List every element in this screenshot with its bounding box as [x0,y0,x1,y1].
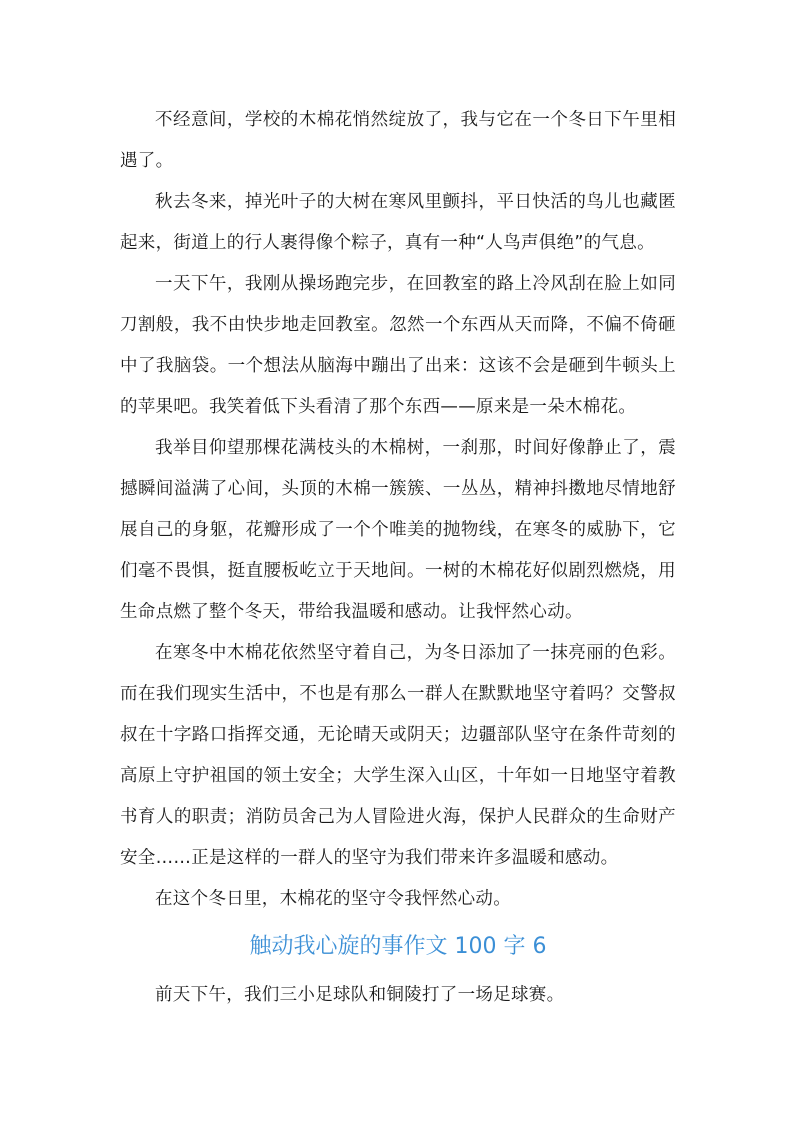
paragraph: 一天下午，我刚从操场跑完步，在回教室的路上冷风刮在脸上如同刀割般，我不由快步地走回教室。忽然一个东西从天而降，不偏不倚砸中了我脑袋。一个想法从脑海中蹦出了出来：这该不会是砸到牛顿头上的苹果吧。我笑着低下头看清了那个东西——原来是一朵木棉花。 [120,274,676,417]
document-page [120,100,676,1016]
paragraph: 不经意间，学校的木棉花悄然绽放了，我与它在一个冬日下午里相遇了。 [120,110,676,171]
paragraph: 前天下午，我们三小足球队和铜陵打了一场足球赛。 [155,985,565,1005]
paragraph: 在这个冬日里，木棉花的坚守令我怦然心动。 [155,889,511,909]
paragraph: 我举目仰望那棵花满枝头的木棉树，一刹那，时间好像静止了，震撼瞬间溢满了心间，头顶的木棉一簇簇、一丛丛，精神抖擞地尽情地舒展自己的身躯，花瓣形成了一个个唯美的抛物线，在寒冬的威胁下，它们毫不畏惧，挺直腰板屹立于天地间。一树的木棉花好似剧烈燃烧，用生命点燃了整个冬天，带给我温暖和感动。让我怦然心动。 [120,438,676,622]
paragraph: 在寒冬中木棉花依然坚守着自己，为冬日添加了一抹亮丽的色彩。而在我们现实生活中，不也是有那么一群人在默默地坚守着吗？交警叔叔在十字路口指挥交通，无论晴天或阴天；边疆部队坚守在条件苛刻的高原上守护祖国的领土安全；大学生深入山区，十年如一日地坚守着教书育人的职责；消防员舍己为人冒险进火海，保护人民群众的生命财产安全……正是这样的一群人的坚守为我们带来许多温暖和感动。 [120,643,676,868]
section-heading: 触动我心旋的事作文 100 字 6 [249,934,547,959]
paragraph: 秋去冬来，掉光叶子的大树在寒风里颤抖，平日快活的鸟儿也藏匿起来，街道上的行人裹得像个粽子，真有一种“人鸟声俱绝”的气息。 [120,192,676,253]
